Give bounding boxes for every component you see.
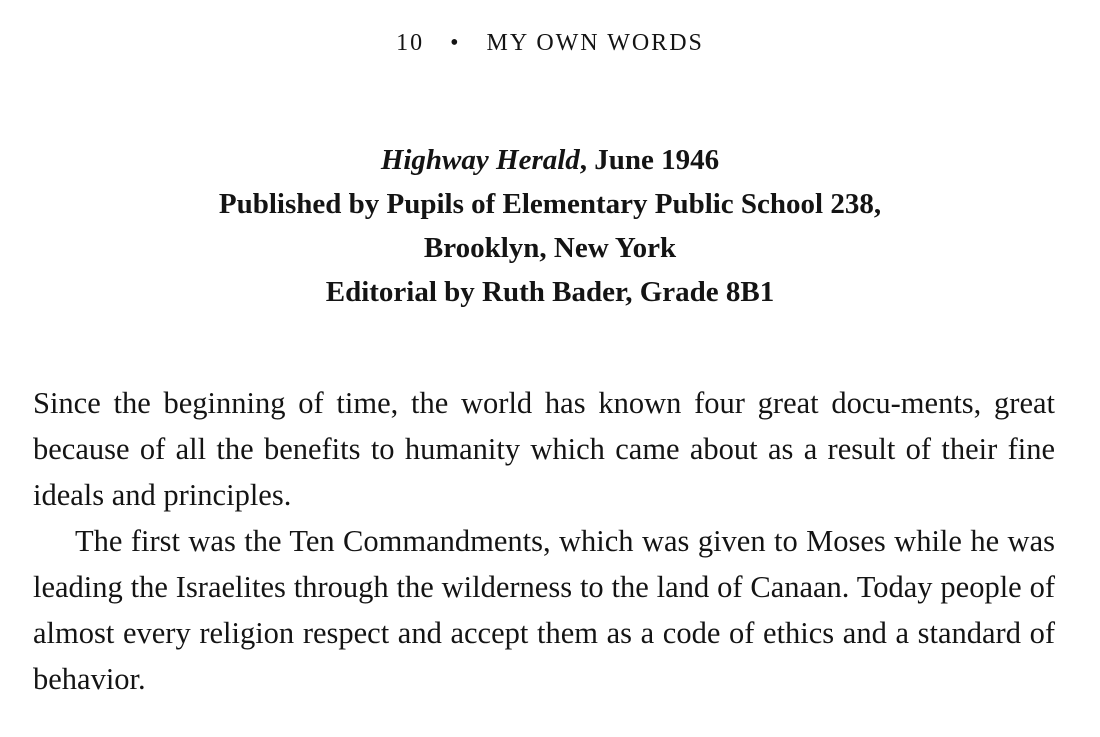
- paragraph-2: The first was the Ten Commandments, which was given to Moses while he was leading the Israelites through the wilderness to the land of Canaan. Today people of almost every religion respect and accept them as a code of ethics and a standard of behavior.: [33, 524, 1055, 696]
- publication-name: Highway Herald: [380, 144, 580, 176]
- heading-line-publisher: Published by Pupils of Elementary Public School 238,: [218, 188, 882, 220]
- book-title: MY OWN WORDS: [486, 30, 704, 56]
- article-heading: [0, 138, 1100, 314]
- heading-line-byline: Editorial by Ruth Bader, Grade 8B1: [325, 276, 775, 308]
- editorial-body: [33, 380, 1055, 702]
- page-number: 10: [396, 30, 425, 56]
- heading-line-publication: [0, 138, 1100, 182]
- paragraph-1: Since the beginning of time, the world has known four great docu-ments, great because of all the benefits to humanity which came about as a result of their fine ideals and principles.: [33, 386, 1055, 512]
- running-header: [0, 30, 1100, 57]
- publication-date: , June 1946: [579, 144, 720, 176]
- heading-line-location: Brooklyn, New York: [423, 232, 677, 264]
- header-separator: •: [450, 30, 461, 56]
